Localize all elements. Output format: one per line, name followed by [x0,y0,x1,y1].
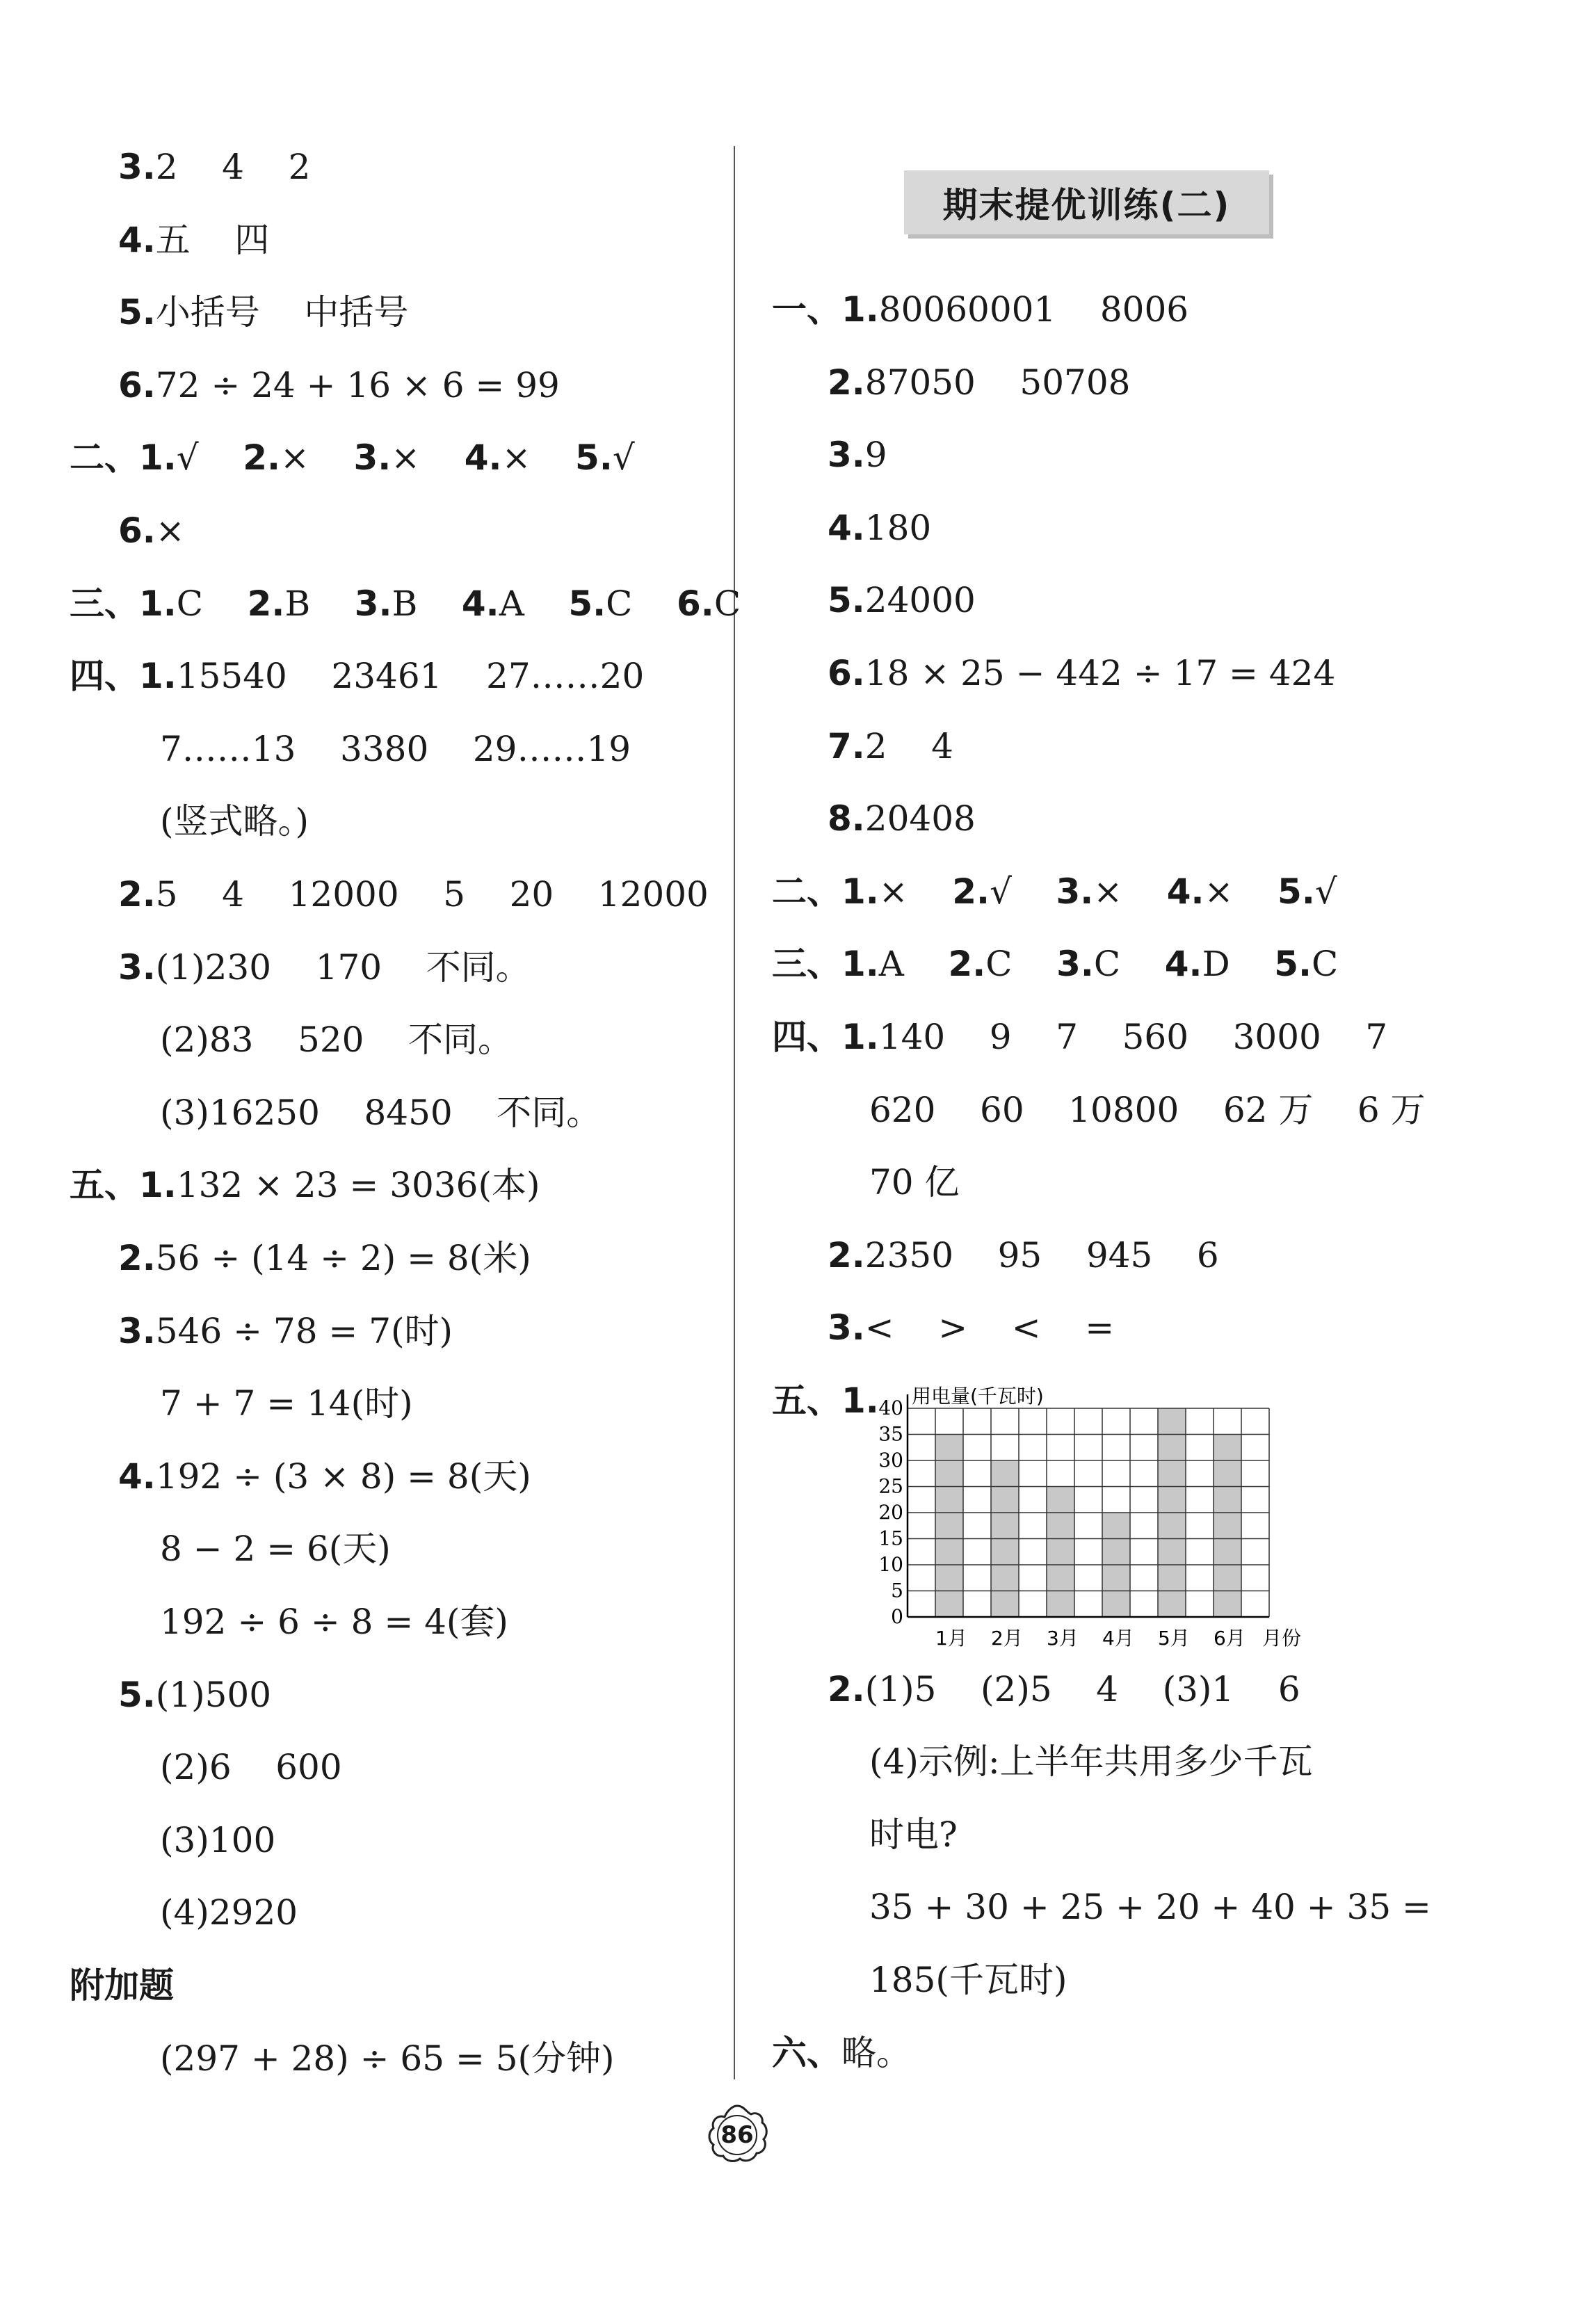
answer-line [160,2038,615,2079]
answer-text: 时电? [869,1814,958,1855]
answer-line [869,1886,1431,1928]
answer-line [869,1161,960,1203]
question-number: 3. [828,1307,865,1348]
answer-text: × [1204,871,1278,912]
question-number: 5. [1277,871,1315,912]
question-number: 2. [948,944,986,985]
answer-line [160,728,631,770]
answer-text: 80060001 8006 [878,289,1189,330]
answer-text: (竖式略。) [160,801,309,842]
chart-title: 用电量(千瓦时) [912,1385,1044,1408]
answer-line [828,507,931,549]
answer-line [160,1528,391,1570]
question-number: 2. [118,874,156,915]
answer-text: 180 [864,507,932,548]
question-number: 3. [353,437,392,478]
answer-text: C [985,944,1057,985]
answer-text: (297 + 28) ÷ 65 = 5(分钟) [160,2038,615,2079]
answer-line [160,1746,342,1788]
question-number: 2. [118,1238,156,1278]
x-tick-label: 3月 [1047,1627,1079,1650]
answer-text: C [714,583,741,624]
answer-text: < > < = [864,1307,1115,1348]
question-number: 4. [461,583,499,624]
answer-line [828,1668,1300,1710]
y-tick-label: 25 [878,1474,903,1498]
question-number: 5. [1274,944,1312,985]
question-number: 8. [828,798,865,839]
question-number: 附加题 [70,1965,174,2006]
answer-text: 87050 50708 [864,362,1131,403]
y-tick-label: 30 [878,1449,903,1472]
answer-line [869,1741,1313,1782]
answer-text: A [878,944,949,985]
answer-line [118,1456,531,1497]
question-number: 6. [677,583,714,624]
answer-text: 2 4 2 [155,147,311,187]
answer-line [772,1380,879,1422]
y-tick-label: 20 [878,1501,903,1524]
answer-text: A [499,583,569,624]
question-number: 5. [828,580,865,621]
answer-text: 620 60 10800 62 万 6 万 [869,1089,1426,1130]
question-number: 2. [952,871,990,912]
question-number: 3. [1056,871,1094,912]
answer-line [869,1959,1067,2001]
answer-line [828,725,953,767]
question-number: 3. [828,435,865,476]
answer-text: 2350 95 945 6 [864,1234,1219,1275]
answer-text: (4)示例:上半年共用多少千瓦 [869,1741,1313,1782]
x-tick-label: 4月 [1102,1627,1134,1650]
answer-line [772,943,1338,985]
answer-line [772,1016,1387,1058]
answer-line [828,362,1131,403]
question-number: 四、1. [70,656,177,697]
question-number: 一、1. [772,289,879,330]
answer-text: × [280,437,354,478]
question-number: 3. [118,1310,156,1351]
answer-text: × [1093,871,1167,912]
answer-line [118,1237,531,1279]
answer-text: 2 4 [864,725,953,766]
answer-text: B [284,583,355,624]
y-tick-label: 40 [878,1396,903,1419]
question-number: 6. [118,364,156,405]
answer-line [70,1965,174,2006]
answer-line [160,1819,275,1861]
answer-text: 5 4 12000 5 20 12000 [155,874,709,915]
question-number: 6. [118,510,156,551]
page-number: 86 [720,2121,754,2149]
answer-line [160,800,309,842]
answer-text: × [155,510,185,551]
question-number: 2. [828,362,865,403]
electricity-bar-chart [866,1367,1311,1659]
answer-text: 24000 [864,580,976,621]
answer-line [828,652,1335,694]
answer-line [118,947,531,988]
answer-text: C [1093,944,1165,985]
y-tick-label: 15 [878,1527,903,1550]
chart-svg [866,1367,1311,1659]
question-number: 六、 [772,2032,841,2073]
answer-text: (1)5 (2)5 4 (3)1 6 [864,1668,1300,1709]
question-number: 四、1. [772,1017,879,1057]
answer-line [772,2032,911,2074]
answer-text: 192 ÷ (3 × 8) = 8(天) [155,1456,531,1497]
answer-text: √ [612,437,635,478]
answer-line [70,583,741,625]
answer-text: (3)100 [160,1819,276,1860]
answer-text: 192 ÷ 6 ÷ 8 = 4(套) [160,1602,508,1642]
answer-text: 546 ÷ 78 = 7(时) [155,1310,453,1351]
answer-line [160,1092,601,1134]
answer-text: 70 亿 [869,1162,960,1203]
question-number: 3. [118,947,156,988]
bar-1月 [935,1435,963,1618]
answer-text: B [392,583,462,624]
answer-text: 132 × 23 = 3036(本) [176,1165,540,1206]
question-number: 2. [247,583,285,624]
answer-line [772,871,1337,912]
answer-text: C [1312,944,1339,985]
question-number: 4. [828,507,865,548]
answer-text: 略。 [841,2032,911,2073]
answer-line [869,1089,1426,1131]
column-divider [734,146,735,2079]
question-number: 二、1. [772,871,879,912]
question-number: 4. [118,219,156,260]
answer-text: (2)6 600 [160,1747,342,1788]
question-number: 二、1. [70,437,177,478]
answer-line [160,1019,513,1061]
answer-text: 7 + 7 = 14(时) [160,1383,413,1424]
question-number: 6. [828,653,865,693]
answer-text: C [176,583,248,624]
answer-line [160,1892,298,1933]
x-tick-label: 5月 [1158,1627,1190,1650]
answer-line [118,1310,453,1352]
answer-line [118,291,408,333]
answer-line [70,655,644,697]
question-number: 五、1. [70,1165,177,1206]
y-tick-label: 0 [891,1605,903,1628]
answer-text: (3)16250 8450 不同。 [160,1092,602,1133]
answer-line [118,219,269,261]
answer-line [118,146,310,188]
answer-text: C [606,583,677,624]
answer-line [118,364,560,406]
question-number: 3. [1056,944,1094,985]
section-title: 期末提优训练(二) [904,170,1269,234]
answer-text: √ [990,871,1056,912]
question-number: 3. [354,583,392,624]
question-number: 3. [118,147,156,187]
x-axis-label: 月份 [1262,1627,1302,1650]
answer-text: √ [176,437,243,478]
answer-line [828,1307,1114,1348]
answer-text: 18 × 25 − 442 ÷ 17 = 424 [864,653,1336,693]
answer-text: D [1202,944,1275,985]
question-number: 2. [828,1234,865,1275]
answer-text: 35 + 30 + 25 + 20 + 40 + 35 = [869,1887,1431,1928]
answer-text: 9 [864,435,887,476]
answer-line [160,1383,413,1424]
question-number: 4. [118,1456,156,1497]
answer-line [118,1674,271,1716]
answer-line [160,1601,508,1643]
answer-line [869,1814,958,1855]
x-tick-label: 1月 [935,1627,967,1650]
bar-3月 [1047,1487,1074,1618]
y-tick-label: 35 [878,1422,903,1446]
answer-line [70,1164,540,1206]
y-tick-label: 10 [878,1553,903,1576]
question-number: 7. [828,725,865,766]
answer-text: √ [1314,871,1337,912]
answer-text: × [391,437,465,478]
answer-text: 140 9 7 560 3000 7 [878,1017,1388,1057]
answer-text: 小括号 中括号 [155,292,409,333]
question-number: 五、1. [772,1380,879,1421]
question-number: 4. [1166,871,1204,912]
answer-line [70,437,635,478]
answer-text: (4)2920 [160,1892,298,1933]
answer-line [772,289,1188,330]
answer-text: 15540 23461 27……20 [176,656,645,697]
answer-text: 五 四 [155,219,270,260]
question-number: 2. [243,437,281,478]
answer-text: 20408 [864,798,976,839]
answer-line [118,510,185,551]
x-tick-label: 6月 [1214,1627,1246,1650]
answer-line [118,873,709,915]
question-number: 5. [118,292,156,333]
answer-text: × [501,437,576,478]
answer-text: (1)500 [155,1674,272,1715]
answer-line [828,798,976,839]
answer-text: × [878,871,953,912]
x-tick-label: 2月 [991,1627,1023,1650]
answer-text: (1)230 170 不同。 [155,947,531,988]
page-number-badge [702,2100,772,2170]
question-number: 4. [464,437,502,478]
answer-text: (2)83 520 不同。 [160,1020,513,1061]
answer-text: 185(千瓦时) [869,1960,1067,2000]
question-number: 4. [1164,944,1202,985]
answer-line [828,579,976,621]
question-number: 5. [568,583,606,624]
answer-text: 56 ÷ (14 ÷ 2) = 8(米) [155,1238,531,1278]
question-number: 三、1. [70,583,177,624]
question-number: 三、1. [772,944,879,985]
y-tick-label: 5 [891,1579,903,1602]
answer-text: 72 ÷ 24 + 16 × 6 = 99 [155,364,560,405]
bar-6月 [1214,1435,1241,1618]
question-number: 5. [575,437,613,478]
answer-text: 8 − 2 = 6(天) [160,1529,391,1570]
question-number: 2. [828,1668,865,1709]
question-number: 5. [118,1674,156,1715]
answer-line [828,1234,1219,1276]
answer-text: 7……13 3380 29……19 [160,728,631,769]
answer-line [828,434,887,476]
